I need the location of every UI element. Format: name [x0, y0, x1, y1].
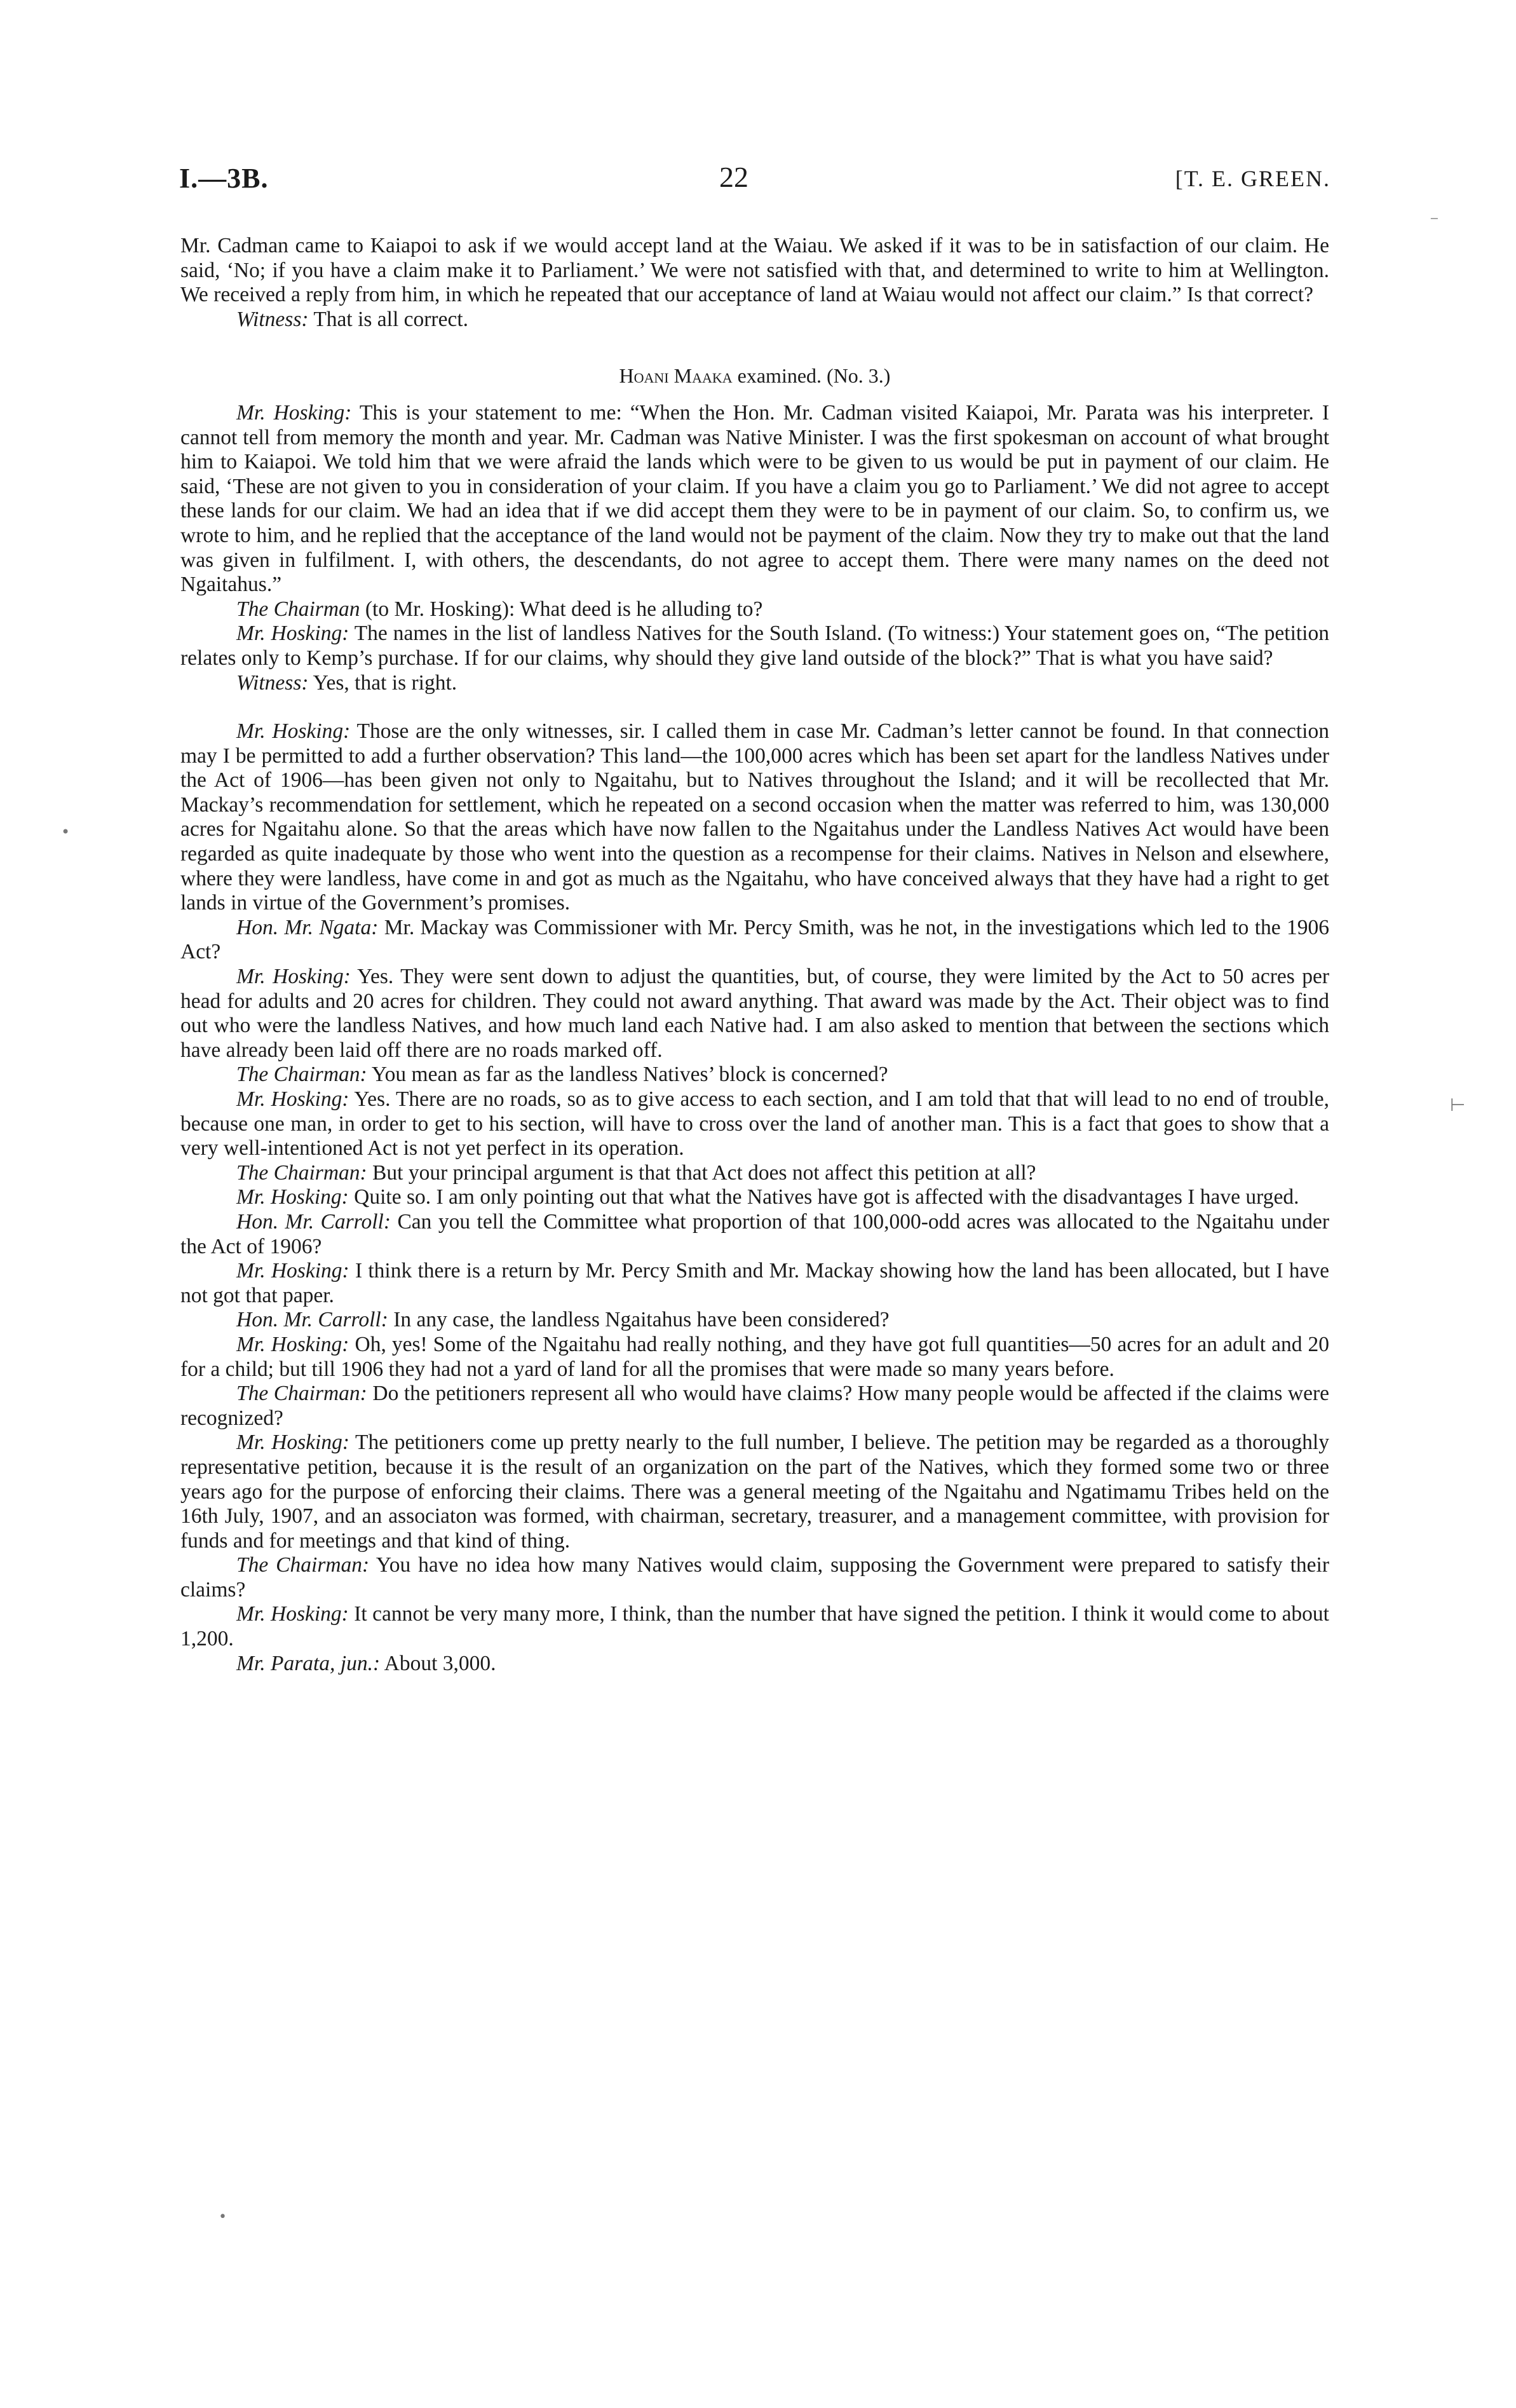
paragraph-text: Can you tell the Committee what proportion of that 100,000-odd acres was allocated to the Ngaitahu under the Act of 1906? — [180, 1209, 1329, 1258]
paragraph-text: The names in the list of landless Natives for the South Island. (To witness:) Your statement goes on, “The petition relates only to Kemp’s purchase. If for our claims, why should they give land outside of the block?” That is what you have said? — [180, 622, 1329, 670]
speaker-label: Mr. Hosking: — [236, 719, 351, 744]
paragraph — [180, 1602, 1329, 1651]
speaker-label: The Chairman: — [236, 1063, 367, 1087]
paragraph-text: Yes, that is right. — [313, 670, 457, 695]
paragraph-text: In any case, the landless Ngaitahus have been considered? — [393, 1308, 890, 1332]
paragraph-text: I think there is a return by Mr. Percy Smith and Mr. Mackay showing how the land has been allocated, but I have not got that paper. — [180, 1259, 1330, 1307]
paragraph — [180, 916, 1329, 965]
speaker-label: Mr. Hosking: — [236, 1185, 349, 1209]
speaker-label: Mr. Hosking: — [236, 1332, 349, 1356]
paragraph-text: Quite so. I am only pointing out that what the Natives have got is affected with the disadvantages I have urged. — [354, 1185, 1299, 1209]
paragraph — [180, 622, 1329, 670]
scan-mark: • — [219, 2209, 227, 2225]
speaker-label: The Chairman: — [236, 1160, 367, 1185]
paragraph-text: Those are the only witnesses, sir. I called them in case Mr. Cadman’s letter cannot be found. In that connection may I be permitted to add a further observation? This land—the 100,000 acres which has been set apart for the landless Natives under the Act of 1906—has been given not only to Ngaitahu, but to Natives throughout the Island; and it will be recollected that Mr. Mackay’s recommendation for settlement, which he repeated on a second occasion when the matter was referred to him, was 130,000 acres for Ngaitahu alone. So that the areas which have now fallen to the Ngaitahus under the Landless Natives Act would have been regarded as quite inadequate by those who went into the question as a recompense for their claims. Natives in Nelson and elsewhere, where they were landless, have come in and got as much as the Ngaitahu, who have conceived always that they have had a right to get lands in virtue of the Government’s promises. — [180, 719, 1329, 915]
paragraph — [180, 1382, 1329, 1431]
speaker-label: Mr. Parata, jun.: — [236, 1651, 381, 1675]
paragraph-text: Do the petitioners represent all who would have claims? How many people would be affected if the claims were recognized? — [180, 1382, 1329, 1430]
speaker-label: Mr. Hosking: — [236, 1602, 349, 1626]
scan-mark: • — [61, 823, 71, 841]
speaker-label: Mr. Hosking: — [236, 1087, 349, 1111]
paragraph-text: (to Mr. Hosking): What deed is he alluding to? — [365, 597, 763, 621]
paragraph-text: That is all correct. — [313, 307, 469, 331]
paragraph — [180, 401, 1329, 597]
speaker-label: Mr. Hosking: — [236, 1431, 350, 1455]
speaker-label: Mr. Hosking: — [236, 400, 352, 425]
paragraph-text: The petitioners come up pretty nearly to the full number, I believe. The petition may be regarded as a thoroughly representative petition, because it is the result of an organization on the part of the Natives, which they formed some two or three years ago for the purpose of enforcing their claims. There was a general meeting of the Ngaitahu and Ngatimamu Tribes held on the 16th July, 1907, and an associaton was formed, with chairman, secretary, treasurer, and a management committee, with provision for funds and for meetings and that kind of thing. — [180, 1431, 1329, 1553]
paper-reference: I.—3B. — [179, 163, 269, 194]
paragraph — [180, 1063, 1329, 1087]
paragraph-text: Yes. They were sent down to adjust the quantities, but, of course, they were limited by the Act to 50 acres per head for adults and 20 acres for children. They could not award anything. That award was made by the Act. Their object was to find out who were the landless Natives, and how much land each Native had. I am also asked to mention that between the sections which have already been laid off there are no roads marked off. — [180, 965, 1329, 1062]
heading-rest: examined. (No. 3.) — [737, 364, 891, 388]
scan-mark: ⁻ — [1430, 211, 1439, 232]
paragraph — [180, 671, 1329, 696]
paragraph-text: But your principal argument is that that Act does not affect this petition at all? — [372, 1160, 1036, 1185]
page-header — [179, 161, 1330, 205]
paragraph — [180, 1185, 1329, 1210]
paragraph-text: It cannot be very many more, I think, than the number that have signed the petition. I think it would come to about 1,200. — [180, 1602, 1329, 1651]
page-number: 22 — [719, 161, 748, 193]
speaker-label: Hon. Mr. Carroll: — [236, 1308, 388, 1332]
speaker-label: Mr. Hosking: — [236, 622, 349, 646]
paragraph-text: About 3,000. — [384, 1651, 496, 1675]
paragraph — [180, 1652, 1329, 1677]
paragraph-text: Mr. Mackay was Commissioner with Mr. Percy Smith, was he not, in the investigations which led to the 1906 Act? — [180, 915, 1329, 964]
speaker-label: Mr. Hosking: — [236, 1259, 349, 1283]
page-body — [180, 234, 1329, 1676]
speaker-label: Hon. Mr. Carroll: — [236, 1209, 391, 1234]
speaker-label: Mr. Hosking: — [236, 965, 351, 989]
paragraph-text: You have no idea how many Natives would claim, supposing the Government were prepared to satisfy their claims? — [180, 1553, 1329, 1602]
section-heading — [180, 364, 1329, 388]
paragraph-text: You mean as far as the landless Natives’ block is concerned? — [371, 1063, 888, 1087]
paragraph-text: This is your statement to me: “When the Hon. Mr. Cadman visited Kaiapoi, Mr. Parata was his interpreter. I cannot tell from memory the month and year. Mr. Cadman was Native Minister. I was the first spokesman on account of what brought him to Kaiapoi. We told him that we were afraid the lands which were to be given to us would be put in payment of our claim. He said, ‘These are not given to you in consideration of your claim. If you have a claim you go to Parliament.’ We did not agree to accept these lands for our claim. We had an idea that if we did accept them they were to be in payment of our claim. So, to confirm us, we wrote to him, and he replied that the acceptance of the land would not be payment of the claim. Now they try to make out that the land was given in fulfilment. I, with others, the descendants, do not agree to accept them. There were many names on the deed not Ngaitahus.” — [180, 400, 1329, 597]
paragraph — [180, 308, 1329, 332]
paragraph-text: Oh, yes! Some of the Ngaitahu had really nothing, and they have got full quantities—50 acres for an adult and 20 for a child; but till 1906 they had not a yard of land for all the promises that were made so many years before. — [180, 1332, 1329, 1381]
paragraph-text: Mr. Cadman came to Kaiapoi to ask if we would accept land at the Waiau. We asked if it was to be in satisfaction of our claim. He said, ‘No; if you have a claim make it to Parliament.’ We were not satisfied with that, and determined to write to him at Wellington. We received a reply from him, in which he repeated that our acceptance of land at Waiau would not affect our claim.” Is that correct? — [180, 234, 1329, 307]
speaker-label: Witness: — [236, 307, 309, 331]
paragraph — [180, 1087, 1329, 1161]
paragraph — [180, 1553, 1329, 1602]
paragraph — [180, 234, 1329, 308]
paragraph — [180, 1161, 1329, 1186]
paragraph — [180, 1333, 1329, 1382]
paragraph — [180, 1431, 1329, 1553]
speaker-label: The Chairman: — [236, 1382, 367, 1406]
witness-name: Hoani Maaka — [619, 364, 733, 388]
paragraph — [180, 1210, 1329, 1259]
paragraph — [180, 965, 1329, 1063]
speaker-label: The Chairman: — [236, 1553, 370, 1577]
speaker-label: Witness: — [236, 670, 309, 695]
paragraph-text: Yes. There are no roads, so as to give access to each section, and I am told that that will lead to no end of trouble, because one man, in order to get to his section, will have to cross over the land of another man. This is a fact that goes to show that a very well-intentioned Act is not yet perfect in its operation. — [180, 1087, 1329, 1160]
paragraph — [180, 597, 1329, 622]
paragraph — [180, 719, 1329, 916]
speaker-label: The Chairman — [236, 597, 360, 621]
witness-name-header: [T. E. GREEN. — [1175, 166, 1330, 191]
paragraph — [180, 1308, 1329, 1333]
speaker-label: Hon. Mr. Ngata: — [236, 915, 379, 939]
paragraph — [180, 1259, 1329, 1308]
scan-mark: ⊢ — [1450, 1094, 1466, 1115]
